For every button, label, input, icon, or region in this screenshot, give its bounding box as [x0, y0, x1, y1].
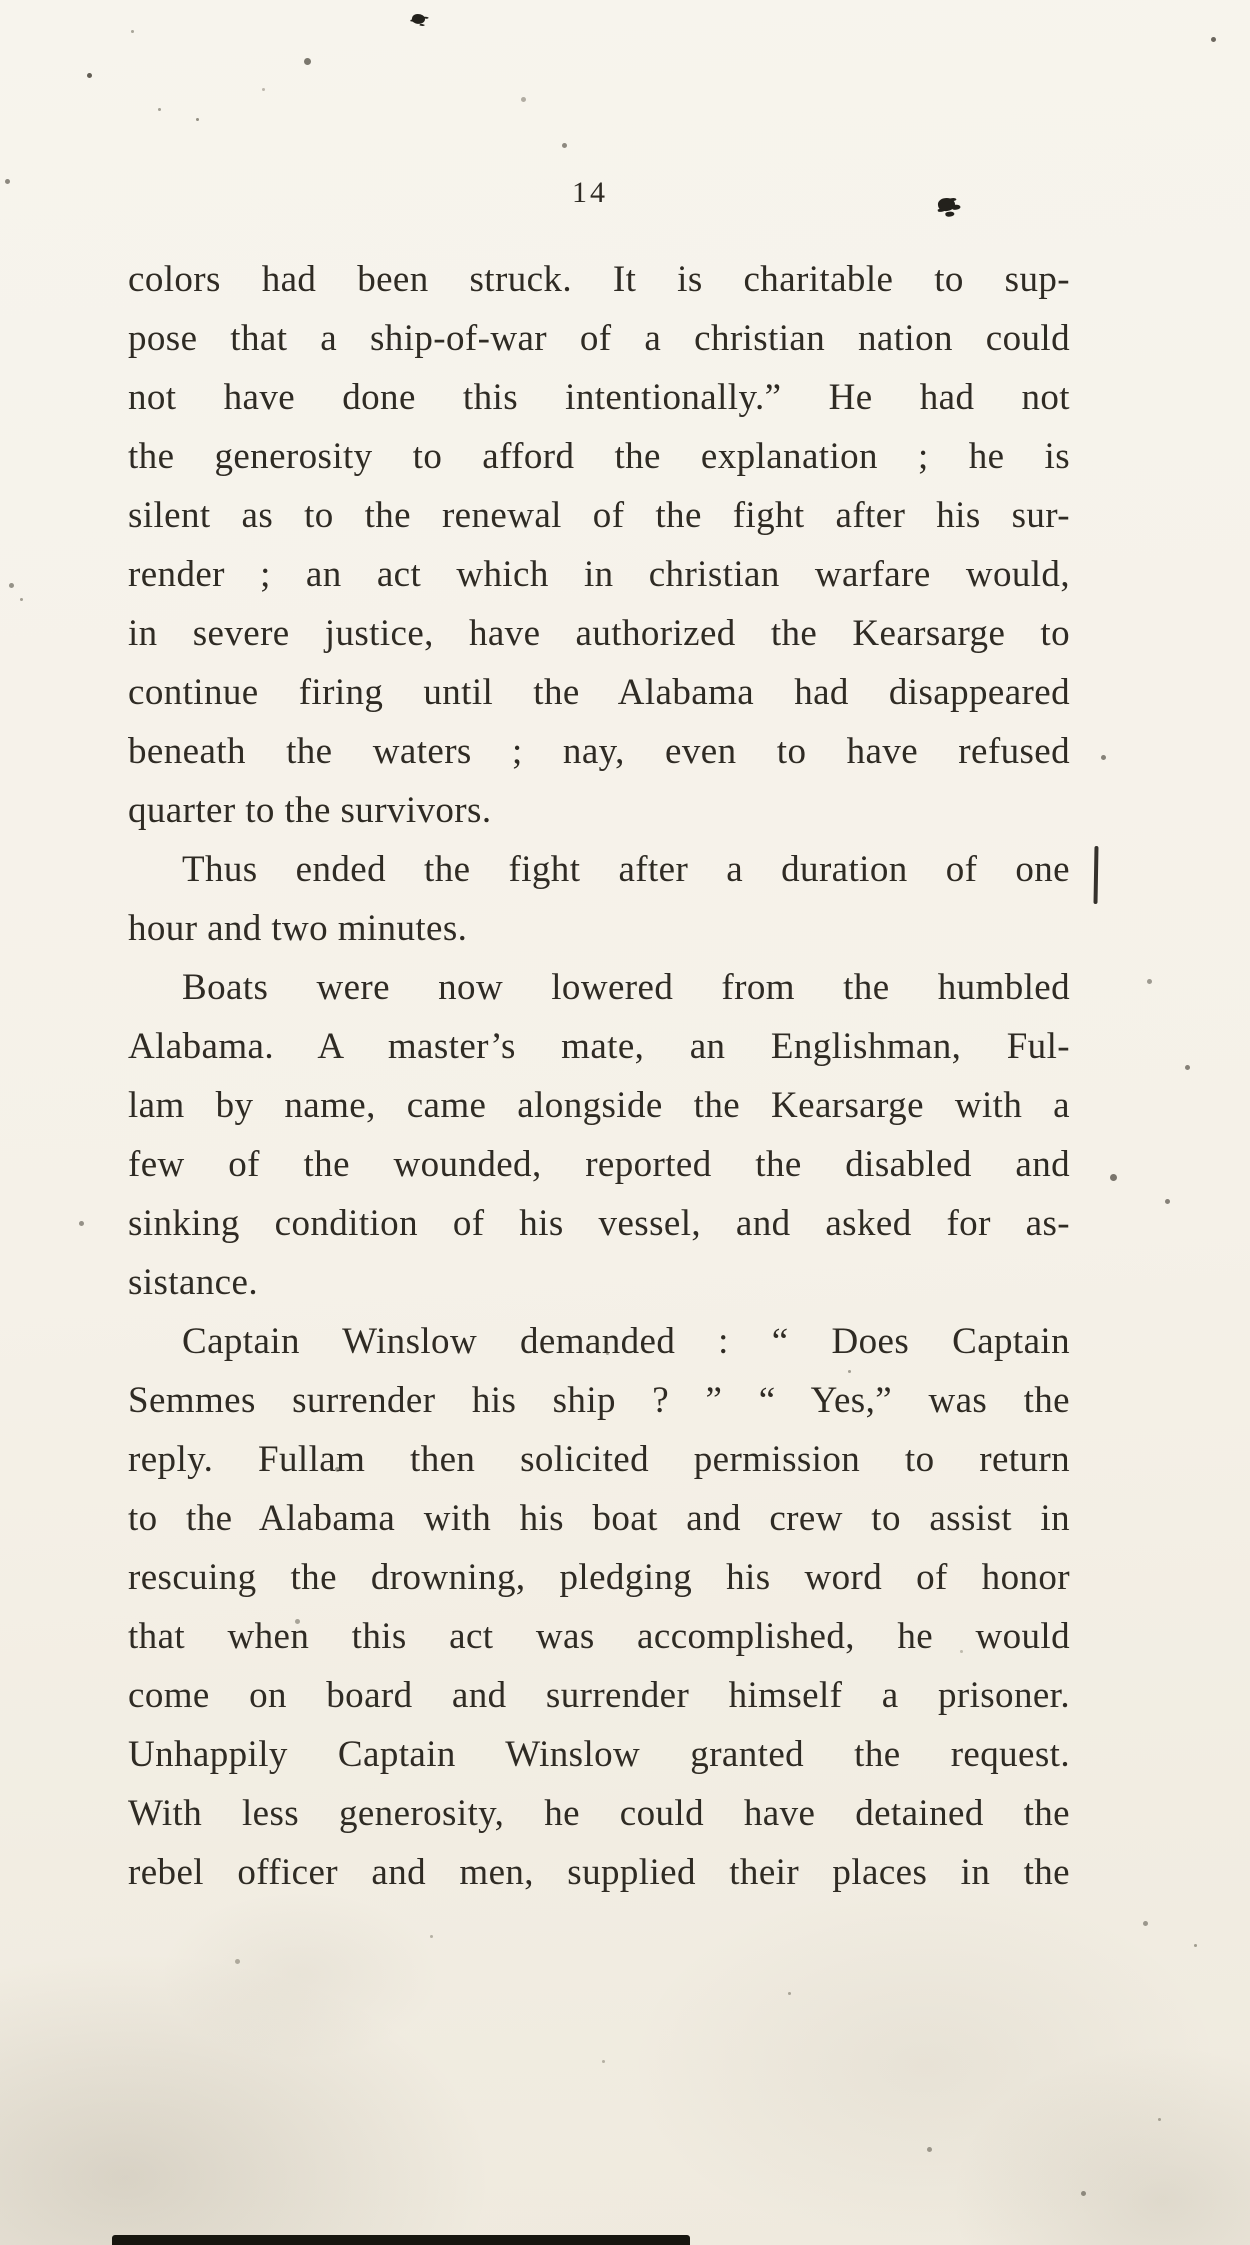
text-line: that when this act was accomplished, he would — [128, 1616, 1070, 1657]
text-line: continue firing until the Alabama had disappeared — [128, 672, 1070, 713]
text-block — [128, 250, 1070, 1902]
text-line: Thus ended the fight after a duration of one — [182, 849, 1070, 890]
scan-edge-mark — [112, 2235, 690, 2245]
text-line: silent as to the renewal of the fight after his sur- — [128, 495, 1070, 536]
text-line: few of the wounded, reported the disabled and — [128, 1144, 1070, 1185]
text-line: pose that a ship-of-war of a christian nation could — [128, 318, 1070, 359]
text-line: render ; an act which in christian warfare would, — [128, 554, 1070, 595]
text-line: sinking condition of his vessel, and asked for as- — [128, 1203, 1070, 1244]
text-line: Alabama. A master’s mate, an Englishman, Ful- — [128, 1026, 1070, 1067]
text-line: Unhappily Captain Winslow granted the request. — [128, 1734, 1070, 1775]
text-line: Semmes surrender his ship ? ” “ Yes,” was the — [128, 1380, 1070, 1421]
text-line: colors had been struck. It is charitable to sup- — [128, 259, 1070, 300]
text-line: beneath the waters ; nay, even to have refused — [128, 731, 1070, 772]
text-line: rebel officer and men, supplied their places in the — [128, 1852, 1070, 1893]
text-line: sistance. — [128, 1262, 258, 1303]
text-line: not have done this intentionally.” He had not — [128, 377, 1070, 418]
margin-pen-mark — [1093, 846, 1098, 904]
text-line: Boats were now lowered from the humbled — [182, 967, 1070, 1008]
text-line: reply. Fullam then solicited permission to return — [128, 1439, 1070, 1480]
ink-blot-top-icon — [411, 13, 426, 26]
text-line: to the Alabama with his boat and crew to assist in — [128, 1498, 1070, 1539]
text-line: rescuing the drowning, pledging his word of honor — [128, 1557, 1070, 1598]
text-line: the generosity to afford the explanation ; he is — [128, 436, 1070, 477]
text-line: With less generosity, he could have detained the — [128, 1793, 1070, 1834]
text-line: Captain Winslow demanded : “ Does Captain — [182, 1321, 1070, 1362]
page-number: 14 — [572, 176, 608, 209]
text-line: quarter to the survivors. — [128, 790, 492, 831]
text-line: lam by name, came alongside the Kearsarge with a — [128, 1085, 1070, 1126]
text-line: hour and two minutes. — [128, 908, 468, 949]
ink-blot-header-icon — [937, 197, 956, 212]
text-line: come on board and surrender himself a prisoner. — [128, 1675, 1070, 1716]
paper-specks — [0, 0, 3, 3]
text-line: in severe justice, have authorized the Kearsarge to — [128, 613, 1070, 654]
